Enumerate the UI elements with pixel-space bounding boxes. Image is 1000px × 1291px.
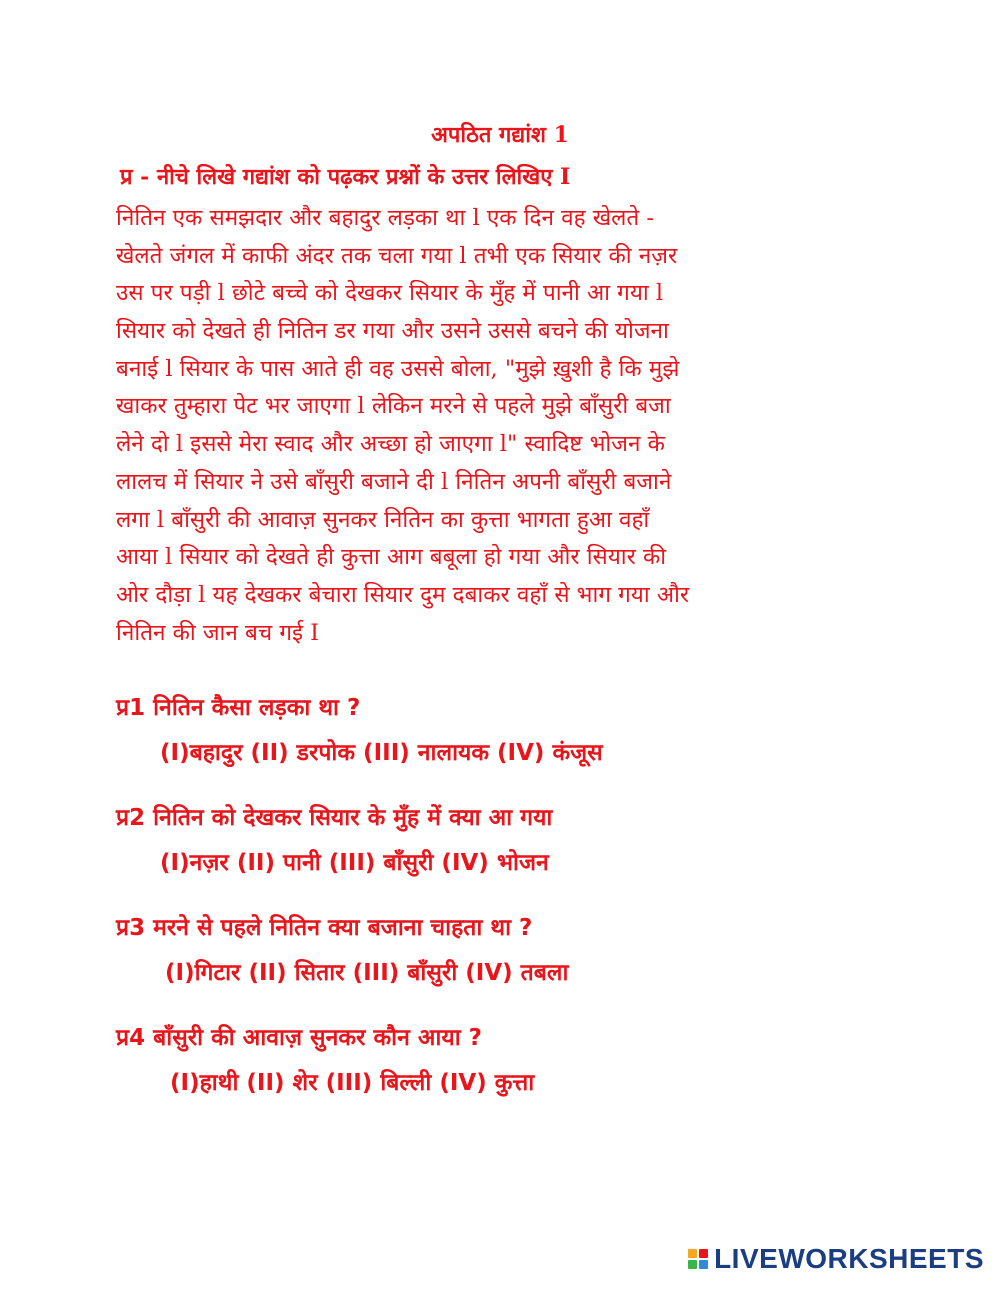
- passage-line: खेलते जंगल में काफी अंदर तक चला गया l तभी एक सियार की नज़र: [116, 242, 678, 269]
- worksheet-instruction: प्र - नीचे लिखे गद्यांश को पढ़कर प्रश्नों के उत्तर लिखिए I: [120, 164, 571, 190]
- question-2-options: (I)नज़र (II) पानी (III) बाँसुरी (IV) भोजन: [160, 850, 549, 876]
- liveworksheets-brand[interactable]: [688, 1243, 984, 1275]
- passage-line: सियार को देखते ही नितिन डर गया और उसने उससे बचने की योजना: [116, 318, 669, 345]
- passage-line: आया l सियार को देखते ही कुत्ता आग बबूला हो गया और सियार की: [116, 544, 667, 571]
- passage-line: ओर दौड़ा l यह देखकर बेचारा सियार दुम दबाकर वहाँ से भाग गया और: [116, 581, 690, 608]
- passage: [116, 200, 886, 652]
- liveworksheets-logo-icon: [688, 1249, 708, 1269]
- passage-line: नितिन एक समझदार और बहादुर लड़का था l एक दिन वह खेलते -: [116, 205, 654, 231]
- logo-square: [699, 1260, 708, 1269]
- question-1: प्र1 नितिन कैसा लड़का था ?: [116, 695, 361, 721]
- passage-line: खाकर तुम्हारा पेट भर जाएगा l लेकिन मरने से पहले मुझे बाँसुरी बजा: [116, 393, 671, 420]
- worksheet-title: अपठित गद्यांश 1: [431, 122, 569, 148]
- logo-square: [688, 1249, 697, 1258]
- question-1-options: (I)बहादुर (II) डरपोक (III) नालायक (IV) कंजूस: [160, 740, 603, 766]
- passage-line: लालच में सियार ने उसे बाँसुरी बजाने दी l नितिन अपनी बाँसुरी बजाने: [116, 468, 672, 495]
- passage-line: उस पर पड़ी l छोटे बच्चे को देखकर सियार के मुँह में पानी आ गया l: [116, 280, 664, 307]
- passage-line: लेने दो l इससे मेरा स्वाद और अच्छा हो जाएगा l" स्वादिष्ट भोजन के: [116, 431, 665, 458]
- brand-name: LIVEWORKSHEETS: [714, 1243, 984, 1274]
- question-3: प्र3 मरने से पहले नितिन क्या बजाना चाहता था ?: [116, 915, 533, 941]
- question-4: प्र4 बाँसुरी की आवाज़ सुनकर कौन आया ?: [116, 1025, 482, 1051]
- question-3-options: (I)गिटार (II) सितार (III) बाँसुरी (IV) तबला: [165, 960, 569, 986]
- passage-line: बनाई l सियार के पास आते ही वह उससे बोला, "मुझे ख़ुशी है कि मुझे: [116, 355, 680, 382]
- passage-line: नितिन की जान बच गई I: [116, 619, 320, 646]
- passage-line: लगा l बाँसुरी की आवाज़ सुनकर नितिन का कुत्ता भागता हुआ वहाँ: [116, 506, 650, 533]
- logo-square: [699, 1249, 708, 1258]
- logo-square: [688, 1260, 697, 1269]
- question-2: प्र2 नितिन को देखकर सियार के मुँह में क्या आ गया: [116, 805, 553, 831]
- question-4-options: (I)हाथी (II) शेर (III) बिल्ली (IV) कुत्ता: [170, 1070, 535, 1096]
